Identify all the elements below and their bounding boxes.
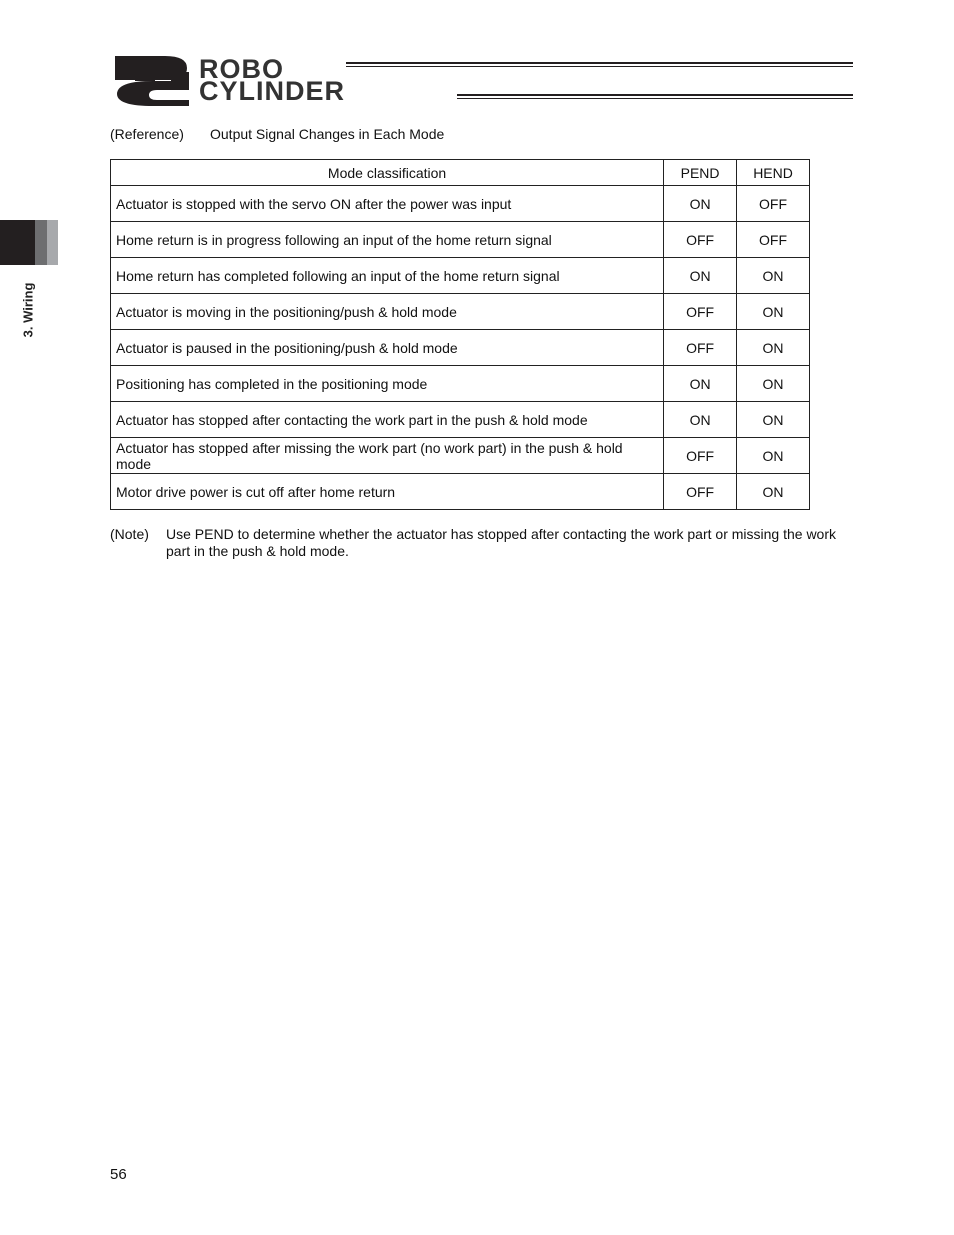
pend-cell: OFF	[664, 222, 737, 258]
hend-cell: ON	[737, 402, 810, 438]
mode-cell: Positioning has completed in the positioning mode	[111, 366, 664, 402]
pend-cell: ON	[664, 258, 737, 294]
mode-cell: Actuator is paused in the positioning/push & hold mode	[111, 330, 664, 366]
table-row	[111, 402, 810, 438]
mode-cell: Home return has completed following an input of the home return signal	[111, 258, 664, 294]
pend-cell: ON	[664, 402, 737, 438]
rc-mark-icon	[115, 56, 189, 106]
mode-cell: Actuator has stopped after missing the work part (no work part) in the push & hold mode	[111, 438, 664, 474]
pend-cell: OFF	[664, 330, 737, 366]
table-row	[111, 330, 810, 366]
header-mode-classification: Mode classification	[111, 160, 664, 186]
pend-cell: OFF	[664, 294, 737, 330]
pend-cell: ON	[664, 186, 737, 222]
mode-cell: Actuator has stopped after contacting the work part in the push & hold mode	[111, 402, 664, 438]
hend-cell: ON	[737, 294, 810, 330]
chapter-label: 3. Wiring	[20, 282, 36, 338]
mode-cell: Actuator is moving in the positioning/push & hold mode	[111, 294, 664, 330]
hend-cell: ON	[737, 366, 810, 402]
header-hend: HEND	[737, 160, 810, 186]
table-row	[111, 294, 810, 330]
table-row	[111, 186, 810, 222]
mode-cell: Actuator is stopped with the servo ON after the power was input	[111, 186, 664, 222]
logo-text-cylinder: CYLINDER	[199, 76, 346, 106]
note	[110, 526, 845, 560]
hend-cell: ON	[737, 474, 810, 510]
table-row	[111, 366, 810, 402]
chapter-tab	[0, 220, 58, 265]
hend-cell: ON	[737, 438, 810, 474]
pend-cell: ON	[664, 366, 737, 402]
table-row	[111, 474, 810, 510]
reference-caption	[110, 126, 444, 142]
header-pend: PEND	[664, 160, 737, 186]
hend-cell: OFF	[737, 186, 810, 222]
table-row	[111, 438, 810, 474]
reference-title: Output Signal Changes in Each Mode	[210, 126, 445, 142]
robo-cylinder-logo	[113, 54, 853, 108]
mode-cell: Home return is in progress following an input of the home return signal	[111, 222, 664, 258]
table-row	[111, 222, 810, 258]
mode-cell: Motor drive power is cut off after home return	[111, 474, 664, 510]
table-row	[111, 258, 810, 294]
table-header-row	[111, 160, 810, 186]
output-signal-table	[110, 159, 810, 510]
logo-text-robo: ROBO	[199, 54, 284, 84]
page-number: 56	[110, 1166, 127, 1183]
pend-cell: OFF	[664, 438, 737, 474]
hend-cell: ON	[737, 330, 810, 366]
note-text: Use PEND to determine whether the actuator has stopped after contacting the work part or missing the work part in the push & hold mode.	[166, 526, 836, 559]
note-tag: (Note)	[110, 526, 149, 542]
pend-cell: OFF	[664, 474, 737, 510]
reference-tag: (Reference)	[110, 126, 184, 142]
hend-cell: OFF	[737, 222, 810, 258]
hend-cell: ON	[737, 258, 810, 294]
